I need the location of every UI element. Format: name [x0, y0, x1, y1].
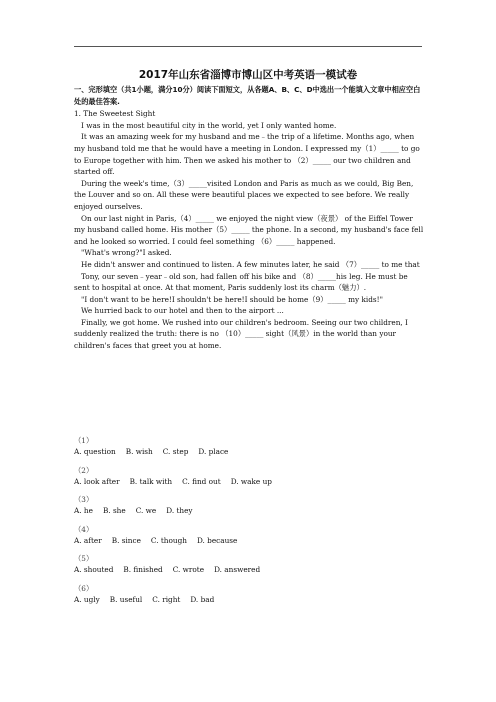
option-d[interactable]: D. answered	[214, 565, 261, 574]
question-options	[74, 477, 424, 487]
question-item	[74, 495, 424, 516]
passage-paragraph: "I don't want to be here!I shouldn't be here!I should be home（9）_____ my kids!"	[81, 294, 383, 304]
header-rule	[74, 46, 422, 47]
page-title: 2017年山东省淄博市博山区中考英语一模试卷	[138, 69, 358, 81]
question-options	[74, 565, 424, 575]
option-b[interactable]: B. since	[111, 535, 141, 545]
option-c[interactable]: C. right	[152, 594, 181, 604]
option-d[interactable]: D. they	[166, 506, 193, 515]
option-c[interactable]: C. step	[162, 447, 189, 456]
option-d[interactable]: D. place	[198, 447, 229, 456]
passage-paragraph: He didn't answer and continued to listen. A few minutes later, he said （7）_____ to me that	[81, 259, 420, 269]
option-a[interactable]: A. question	[74, 447, 116, 456]
option-b[interactable]: B. useful	[109, 594, 143, 604]
option-b[interactable]: B. finished	[123, 565, 163, 574]
option-b[interactable]: B. talk with	[129, 476, 173, 486]
question-options	[74, 595, 424, 605]
passage-paragraph: During the week's time,（3）_____visited London and Paris as much as we could, Big Ben, the Louver and so on. All these were beautiful places we expected to see before. We really enjoyed ourselves.	[74, 178, 414, 211]
passage-paragraph: Tony, our seven﹣year﹣old son, had fallen off his bike and （8）_____his leg. He must be sent to hospital at once. At that moment, Paris suddenly lost its charm（魅力）.	[74, 271, 408, 293]
question-number: （4）	[74, 524, 94, 534]
section-heading: 一、完形填空（共1小题，满分10分）阅读下面短文，从各题A、B、C、D中选出一个能填入文章中相应空白处的最佳答案.	[74, 85, 421, 106]
question-number: （3）	[74, 495, 94, 504]
option-d[interactable]: D. because	[196, 535, 238, 545]
option-b[interactable]: B. she	[102, 506, 126, 515]
question-number: （2）	[74, 465, 94, 475]
question-item	[74, 466, 424, 487]
option-a[interactable]: A. he	[74, 506, 93, 515]
passage-block	[74, 84, 424, 352]
option-a[interactable]: A. after	[74, 535, 102, 545]
question-number: （1）	[74, 436, 94, 445]
option-c[interactable]: C. find out	[182, 476, 221, 486]
option-a[interactable]: A. shouted	[74, 565, 114, 574]
option-b[interactable]: B. wish	[125, 447, 153, 456]
passage-paragraph: On our last night in Paris,（4）_____ we enjoyed the night view（夜景） of the Eiffel Tower my husband called home. His mother（5）_____ the phone. In a second, my husband's face fell and he looked so worried. I could feel something （6）_____ happened.	[74, 213, 424, 246]
questions-list	[74, 436, 424, 613]
question-options	[74, 447, 424, 457]
question-number: （6）	[74, 583, 94, 593]
question-options	[74, 506, 424, 516]
passage-paragraph: "What's wrong?"I asked.	[81, 248, 172, 258]
question-item	[74, 554, 424, 575]
option-c[interactable]: C. though	[150, 535, 187, 545]
option-d[interactable]: D. wake up	[230, 476, 272, 486]
option-c[interactable]: C. wrote	[172, 565, 205, 574]
question-options	[74, 536, 424, 546]
question-item	[74, 436, 424, 457]
passage-title: 1. The Sweetest Sight	[74, 109, 156, 119]
option-a[interactable]: A. ugly	[74, 594, 100, 604]
question-item	[74, 525, 424, 546]
passage-paragraph: Finally, we got home. We rushed into our children's bedroom. Seeing our two children, I suddenly realized the truth: there is no （10）_____ sight（风景）in the world than your children's faces that greet you at home.	[74, 317, 408, 351]
question-number: （5）	[74, 554, 94, 563]
option-c[interactable]: C. we	[135, 506, 157, 515]
question-item	[74, 584, 424, 605]
passage-paragraph: I was in the most beautiful city in the world, yet I only wanted home.	[81, 120, 337, 130]
option-d[interactable]: D. bad	[190, 594, 215, 604]
passage-paragraph: It was an amazing week for my husband and me﹣the trip of a lifetime. Months ago, when my husband told me that he would have a meeting in London. I expressed my（1）_____ to go to Europe together with him. Then we asked his mother to （2）_____ our two children and started off.	[74, 132, 420, 177]
passage-paragraph: We hurried back to our hotel and then to the airport ...	[81, 306, 284, 316]
option-a[interactable]: A. look after	[74, 476, 120, 486]
